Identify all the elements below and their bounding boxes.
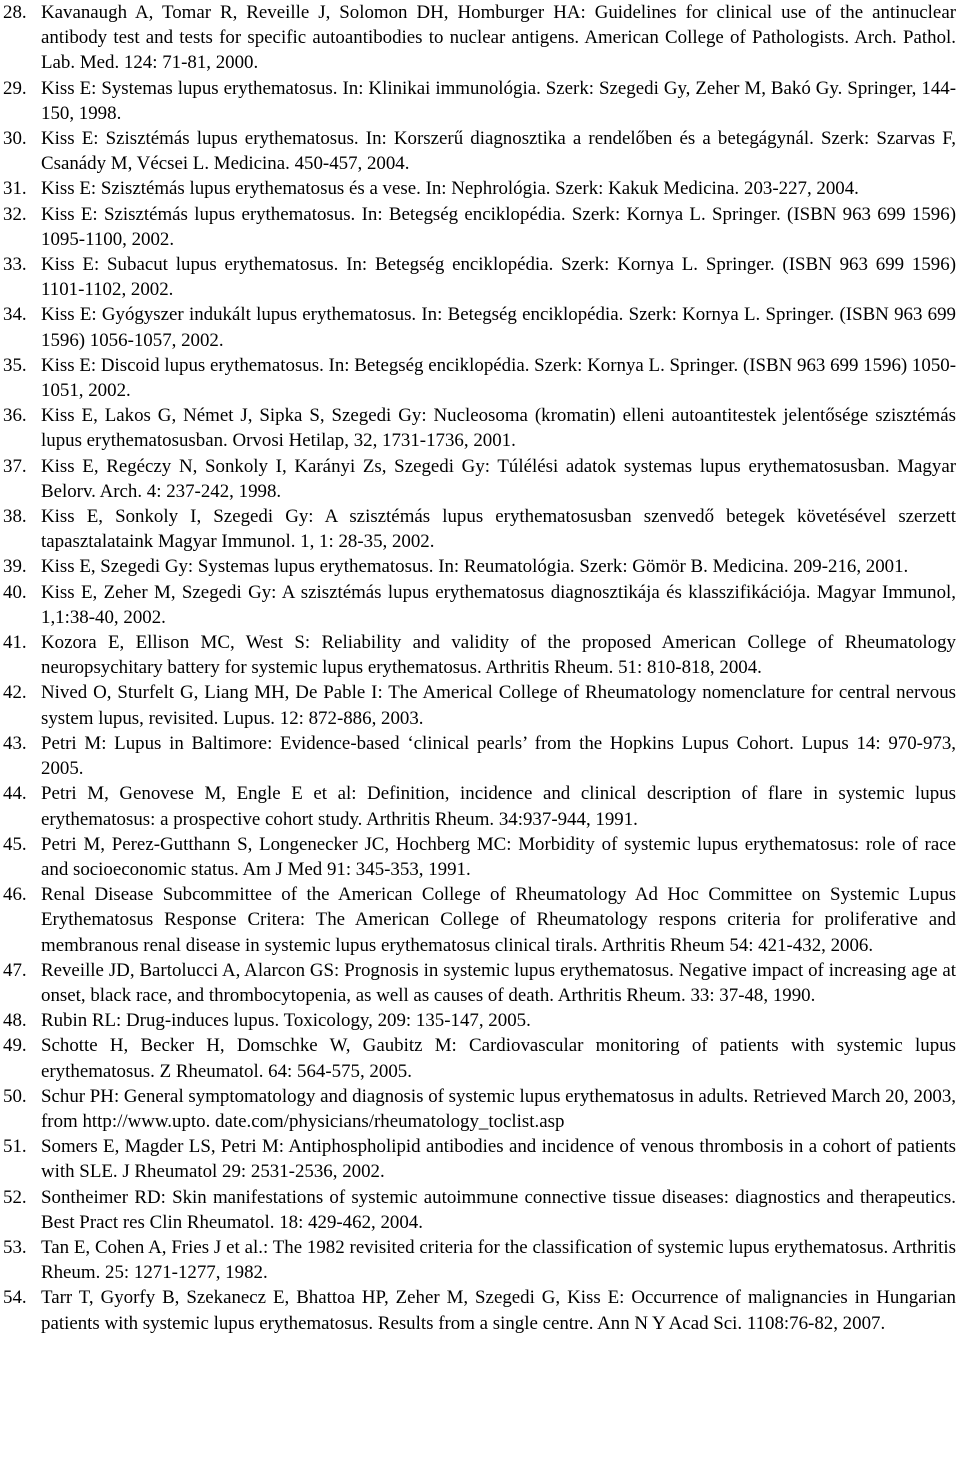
- reference-number: 29.: [3, 77, 27, 99]
- reference-item: [0, 630, 960, 680]
- reference-item: [0, 680, 960, 730]
- reference-text: Petri M: Lupus in Baltimore: Evidence-based ‘clinical pearls’ from the Hopkins Lupus Cohort. Lupus 14: 970-973, 2005.: [41, 732, 956, 780]
- reference-text: Rubin RL: Drug-induces lupus. Toxicology, 209: 135-147, 2005.: [41, 1010, 531, 1032]
- reference-number: 53.: [3, 1236, 27, 1258]
- reference-item: [0, 202, 960, 252]
- reference-item: [0, 958, 960, 1008]
- reference-text: Kozora E, Ellison MC, West S: Reliability and validity of the proposed American College of Rheumatology neuropsychitary battery for systemic lupus erythematosus. Arthritis Rheum. 51: 810-818, 2004.: [41, 632, 956, 679]
- reference-number: 51.: [3, 1136, 27, 1158]
- reference-text: Kiss E, Regéczy N, Sonkoly I, Karányi Zs, Szegedi Gy: Túlélési adatok systemas lupus erythematosusban. Magyar Belorv. Arch. 4: 237-242, 1998.: [41, 455, 956, 502]
- reference-item: [0, 176, 960, 201]
- reference-item: [0, 0, 960, 76]
- reference-item: [0, 302, 960, 352]
- reference-item: [0, 1033, 960, 1083]
- reference-number: 32.: [3, 203, 27, 225]
- reference-number: 47.: [3, 959, 27, 981]
- reference-number: 48.: [3, 1010, 27, 1032]
- reference-number: 42.: [3, 682, 27, 704]
- reference-text: Kiss E, Zeher M, Szegedi Gy: A szisztémás lupus erythematosus diagnosztikája és klasszifikációja. Magyar Immunol, 1,1:38-40, 2002.: [41, 581, 956, 628]
- reference-text: Kiss E: Szisztémás lupus erythematosus és a vese. In: Nephrológia. Szerk: Kakuk Medicina. 203-227, 2004.: [41, 178, 859, 200]
- reference-text: Kiss E, Sonkoly I, Szegedi Gy: A szisztémás lupus erythematosusban szenvedő betegek követésével szerzett tapasztalataink Magyar Immunol. 1, 1: 28-35, 2002.: [41, 506, 956, 553]
- reference-text: Kiss E: Gyógyszer indukált lupus erythematosus. In: Betegség enciklopédia. Szerk: Kornya L. Springer. (ISBN 963 699 1596) 1056-1057, 2002.: [41, 304, 956, 351]
- reference-item: [0, 882, 960, 958]
- reference-text: Kiss E, Lakos G, Német J, Sipka S, Szegedi Gy: Nucleosoma (kromatin) elleni autoantitestek jelentősége szisztémás lupus erythematosusban. Orvosi Hetilap, 32, 1731-1736, 2001.: [41, 405, 956, 452]
- reference-item: [0, 832, 960, 882]
- reference-text: Somers E, Magder LS, Petri M: Antiphospholipid antibodies and incidence of venous thrombosis in a cohort of patients with SLE. J Rheumatol 29: 2531-2536, 2002.: [41, 1136, 956, 1183]
- reference-item: [0, 781, 960, 831]
- reference-text: Renal Disease Subcommittee of the American College of Rheumatology Ad Hoc Committee on Systemic Lupus Erythematosus Response Critera: The American College of Rheumatology respons criteria for proliferative and membranous renal disease in systemic lupus erythematosus clinical tirals. Arthritis Rheum 54: 421-432, 2006.: [41, 884, 956, 956]
- reference-number: 40.: [3, 581, 27, 603]
- reference-item: [0, 731, 960, 781]
- reference-number: 35.: [3, 354, 27, 376]
- reference-number: 34.: [3, 304, 27, 326]
- reference-number: 43.: [3, 732, 27, 754]
- reference-text: Tarr T, Gyorfy B, Szekanecz E, Bhattoa HP, Zeher M, Szegedi G, Kiss E: Occurrence of malignancies in Hungarian patients with systemic lupus erythematosus. Results from a single centre. Ann N Y Acad Sci. 1108:76-82, 2007.: [41, 1287, 956, 1334]
- reference-item: [0, 1134, 960, 1184]
- reference-number: 30.: [3, 128, 27, 150]
- reference-text: Kiss E: Szisztémás lupus erythematosus. In: Betegség enciklopédia. Szerk: Kornya L. Springer. (ISBN 963 699 1596) 1095-1100, 2002.: [41, 203, 956, 250]
- reference-number: 50.: [3, 1085, 27, 1107]
- reference-text: Schur PH: General symptomatology and diagnosis of systemic lupus erythematosus in adults. Retrieved March 20, 2003, from http://www.upto. date.com/physicians/rheumatology_toclist.asp: [41, 1085, 957, 1132]
- reference-number: 41.: [3, 632, 27, 654]
- reference-text: Petri M, Perez-Gutthann S, Longenecker JC, Hochberg MC: Morbidity of systemic lupus erythematosus: role of race and socioeconomic status. Am J Med 91: 345-353, 1991.: [41, 833, 956, 880]
- reference-number: 39.: [3, 556, 27, 578]
- reference-text: Kavanaugh A, Tomar R, Reveille J, Solomon DH, Homburger HA: Guidelines for clinical use of the antinuclear antibody test and tests for specific autoantibodies to nuclear antigens. American College of Pathologists. Arch. Pathol. Lab. Med. 124: 71-81, 2000.: [41, 2, 956, 74]
- reference-number: 28.: [3, 2, 27, 23]
- reference-number: 45.: [3, 833, 27, 855]
- reference-item: [0, 1008, 960, 1033]
- reference-text: Sontheimer RD: Skin manifestations of systemic autoimmune connective tissue diseases: diagnostics and therapeutics. Best Pract res Clin Rheumatol. 18: 429-462, 2004.: [41, 1186, 956, 1233]
- reference-text: Kiss E: Szisztémás lupus erythematosus. In: Korszerű diagnosztika a rendelőben és a betegágynál. Szerk: Szarvas F, Csanády M, Vécsei L. Medicina. 450-457, 2004.: [41, 128, 956, 175]
- reference-item: [0, 1084, 960, 1134]
- reference-item: [0, 454, 960, 504]
- reference-item: [0, 126, 960, 176]
- reference-item: [0, 554, 960, 579]
- reference-item: [0, 1185, 960, 1235]
- reference-number: 52.: [3, 1186, 27, 1208]
- reference-number: 33.: [3, 254, 27, 276]
- reference-item: [0, 252, 960, 302]
- reference-item: [0, 1235, 960, 1285]
- reference-item: [0, 504, 960, 554]
- reference-number: 54.: [3, 1287, 27, 1309]
- reference-text: Schotte H, Becker H, Domschke W, Gaubitz M: Cardiovascular monitoring of patients with systemic lupus erythematosus. Z Rheumatol. 64: 564-575, 2005.: [41, 1035, 956, 1082]
- reference-number: 31.: [3, 178, 27, 200]
- reference-item: [0, 353, 960, 403]
- reference-text: Petri M, Genovese M, Engle E et al: Definition, incidence and clinical description of flare in systemic lupus erythematosus: a prospective cohort study. Arthritis Rheum. 34:937-944, 1991.: [41, 783, 956, 830]
- reference-number: 44.: [3, 783, 27, 805]
- reference-item: [0, 403, 960, 453]
- reference-text: Nived O, Sturfelt G, Liang MH, De Pable I: The Americal College of Rheumatology nomenclature for central nervous system lupus, revisited. Lupus. 12: 872-886, 2003.: [41, 682, 956, 729]
- reference-item: [0, 76, 960, 126]
- reference-number: 49.: [3, 1035, 27, 1057]
- reference-item: [0, 580, 960, 630]
- reference-item: [0, 1285, 960, 1335]
- reference-text: Kiss E: Discoid lupus erythematosus. In: Betegség enciklopédia. Szerk: Kornya L. Springer. (ISBN 963 699 1596) 1050-1051, 2002.: [41, 354, 957, 402]
- reference-number: 38.: [3, 506, 27, 528]
- reference-text: Reveille JD, Bartolucci A, Alarcon GS: Prognosis in systemic lupus erythematosus. Negative impact of increasing age at onset, black race, and thrombocytopenia, as well as causes of death. Arthritis Rheum. 33: 37-48, 1990.: [41, 959, 956, 1006]
- reference-text: Kiss E: Systemas lupus erythematosus. In: Klinikai immunológia. Szerk: Szegedi Gy, Zeher M, Bakó Gy. Springer, 144-150, 1998.: [41, 77, 956, 124]
- reference-text: Tan E, Cohen A, Fries J et al.: The 1982 revisited criteria for the classification of systemic lupus erythematosus. Arthritis Rheum. 25: 1271-1277, 1982.: [41, 1236, 956, 1284]
- reference-text: Kiss E, Szegedi Gy: Systemas lupus erythematosus. In: Reumatológia. Szerk: Gömör B. Medicina. 209-216, 2001.: [41, 556, 909, 578]
- reference-text: Kiss E: Subacut lupus erythematosus. In: Betegség enciklopédia. Szerk: Kornya L. Springer. (ISBN 963 699 1596) 1101-1102, 2002.: [41, 254, 956, 301]
- reference-number: 36.: [3, 405, 27, 427]
- reference-number: 46.: [3, 884, 27, 906]
- reference-number: 37.: [3, 455, 27, 477]
